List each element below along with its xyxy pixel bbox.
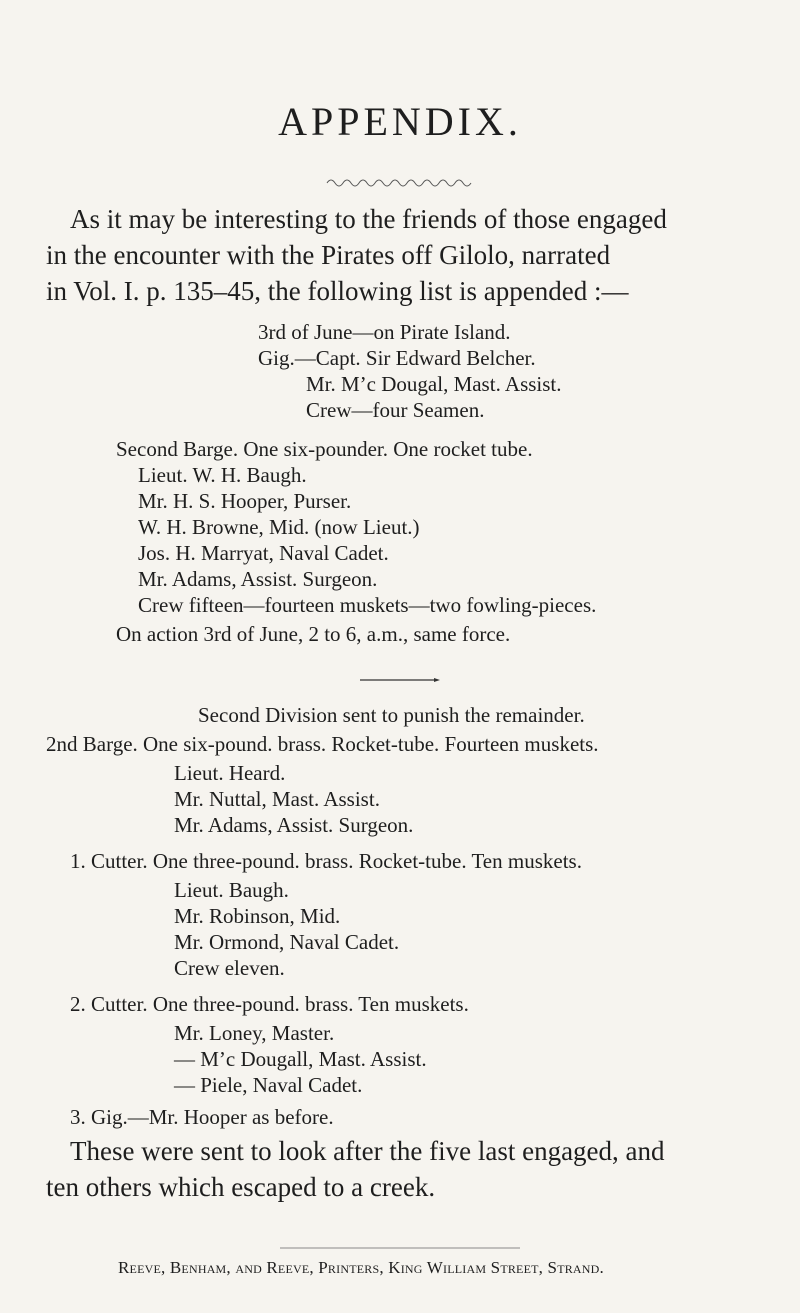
first-engagement-heading: 3rd of June—on Pirate Island. xyxy=(258,320,511,344)
list-item: Lieut. Baugh. xyxy=(174,878,289,902)
list-item: Mr. Nuttal, Mast. Assist. xyxy=(174,787,380,811)
second-division-heading: Second Division sent to punish the remainder. xyxy=(198,703,585,727)
gig-crew: Crew—four Seamen. xyxy=(306,398,485,422)
intro-line-3: in Vol. I. p. 135–45, the following list is appended :— xyxy=(46,276,629,306)
action-note xyxy=(116,621,510,647)
printer-imprint-text: Reeve, Benham, and Reeve, Printers, King William Street, Strand. xyxy=(118,1258,604,1277)
list-item: W. H. Browne, Mid. (now Lieut.) xyxy=(138,515,420,539)
footer-rule xyxy=(0,1246,800,1250)
list-item: Mr. Loney, Master. xyxy=(174,1021,335,1045)
list-item: — M’c Dougall, Mast. Assist. xyxy=(174,1047,427,1071)
list-item: Lieut. Heard. xyxy=(174,761,286,785)
list-item: Crew eleven. xyxy=(174,956,285,980)
second-barge-entry-2: 2nd Barge. One six-pound. brass. Rocket-tube. Fourteen muskets. xyxy=(46,732,599,756)
list-item: Mr. Adams, Assist. Surgeon. xyxy=(138,567,378,591)
intro-line-1: As it may be interesting to the friends of those engaged xyxy=(70,204,667,234)
action-text: On action 3rd of June, 2 to 6, a.m., same force. xyxy=(116,622,511,646)
cutter-2-entry: 2. Cutter. One three-pound. brass. Ten muskets. xyxy=(70,992,469,1016)
cutter-1-entry: 1. Cutter. One three-pound. brass. Rocket-tube. Ten muskets. xyxy=(70,849,582,873)
intro-line-2: in the encounter with the Pirates off Gilolo, narrated xyxy=(46,240,611,270)
printer-imprint xyxy=(118,1258,604,1278)
title-ornament xyxy=(0,176,800,190)
list-item: Jos. H. Marryat, Naval Cadet. xyxy=(138,541,389,565)
list-item: Mr. H. S. Hooper, Purser. xyxy=(138,489,352,513)
page-title: APPENDIX. xyxy=(278,99,522,144)
list-item: Lieut. W. H. Baugh. xyxy=(138,463,307,487)
closing-line-1: These were sent to look after the five last engaged, and xyxy=(70,1136,665,1166)
list-item: Mr. Robinson, Mid. xyxy=(174,904,341,928)
closing-line-2: ten others which escaped to a creek. xyxy=(46,1172,436,1202)
second-barge-entry: Second Barge. One six-pounder. One rocket tube. xyxy=(116,437,533,461)
section-divider xyxy=(0,677,800,683)
gig-officer: Mr. M’c Dougal, Mast. Assist. xyxy=(306,372,562,396)
list-item: Mr. Adams, Assist. Surgeon. xyxy=(174,813,414,837)
gig-3-entry: 3. Gig.—Mr. Hooper as before. xyxy=(70,1105,334,1129)
gig-entry: Gig.—Capt. Sir Edward Belcher. xyxy=(258,346,536,370)
list-item: Mr. Ormond, Naval Cadet. xyxy=(174,930,400,954)
list-item: — Piele, Naval Cadet. xyxy=(174,1073,363,1097)
list-item: Crew fifteen—fourteen muskets—two fowling-pieces. xyxy=(138,593,597,617)
